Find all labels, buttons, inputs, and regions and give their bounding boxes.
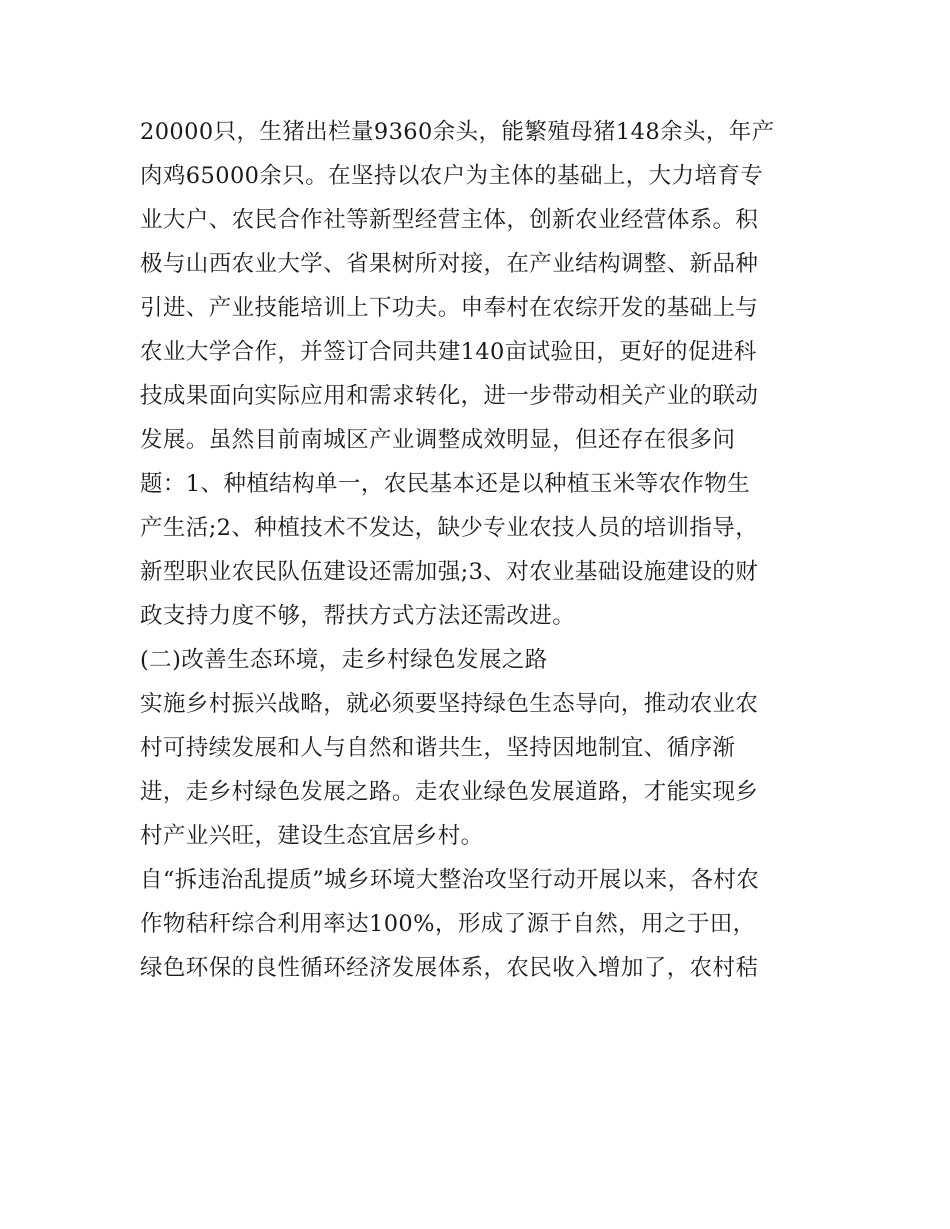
text-line-18: 自“拆违治乱提质”城乡环境大整治攻坚行动开展以来，各村农 [140, 867, 760, 893]
text-line-19: 作物秸秆综合利用率达100%，形成了源于自然，用之于田， [140, 911, 756, 937]
body-text [140, 110, 820, 990]
text-line-4: 极与山西农业大学、省果树所对接，在产业结构调整、新品种 [140, 251, 759, 277]
section-heading: (二)改善生态环境，走乡村绿色发展之路 [140, 647, 548, 673]
text-line-20: 绿色环保的良性循环经济发展体系，农民收入增加了，农村秸 [140, 955, 759, 981]
text-line-16: 进，走乡村绿色发展之路。走农业绿色发展道路，才能实现乡 [140, 779, 759, 805]
text-line-7: 技成果面向实际应用和需求转化，进一步带动相关产业的联动 [140, 383, 759, 409]
text-line-6: 农业大学合作，并签订合同共建140亩试验田，更好的促进科 [140, 339, 757, 365]
text-line-9: 题：1、种植结构单一，农民基本还是以种植玉米等农作物生 [140, 471, 751, 497]
text-line-1: 20000只，生猪出栏量9360余头，能繁殖母猪148余头，年产 [140, 119, 775, 145]
text-line-15: 村可持续发展和人与自然和谐共生，坚持因地制宜、循序渐 [140, 735, 736, 761]
text-line-11: 新型职业农民队伍建设还需加强;3、对农业基础设施建设的财 [140, 559, 759, 585]
text-line-3: 业大户、农民合作社等新型经营主体，创新农业经营体系。积 [140, 207, 759, 233]
text-line-12: 政支持力度不够，帮扶方式方法还需改进。 [140, 603, 576, 629]
text-line-17: 村产业兴旺，建设生态宜居乡村。 [140, 823, 484, 849]
text-line-2: 肉鸡65000余只。在坚持以农户为主体的基础上，大力培育专 [140, 163, 764, 189]
text-line-8: 发展。虽然目前南城区产业调整成效明显，但还存在很多问 [140, 427, 736, 453]
text-line-5: 引进、产业技能培训上下功夫。申奉村在农综开发的基础上与 [140, 295, 759, 321]
text-line-14: 实施乡村振兴战略，就必须要坚持绿色生态导向，推动农业农 [140, 691, 759, 717]
text-line-10: 产生活;2、种植技术不发达，缺少专业农技人员的培训指导， [140, 515, 759, 541]
